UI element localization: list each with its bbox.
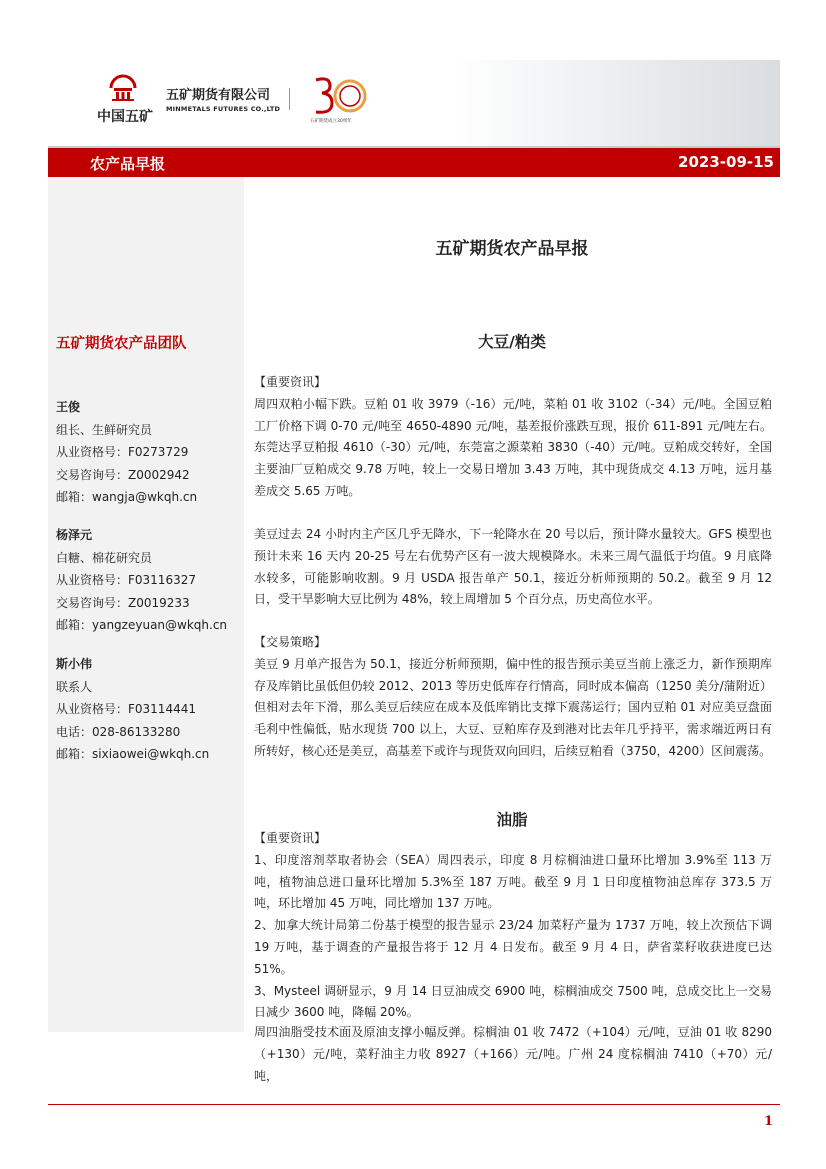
logo-separator	[289, 88, 290, 110]
oil-news-block	[254, 828, 772, 1024]
member-consult-no: 交易咨询号：Z0002942	[56, 467, 190, 482]
member-consult-no: 交易咨询号：Z0019233	[56, 595, 190, 610]
anniversary-30-logo	[308, 72, 368, 128]
oil-market-paragraph: 周四油脂受技术面及原油支撑小幅反弹。棕榈油 01 收 7472（+104）元/吨，豆油 01 收 8290（+130）元/吨，菜籽油主力收 8927（+166）元/吨。广州 24 度棕榈油 7410（+70）元/吨，	[254, 1025, 772, 1083]
section-heading-soy: 大豆/粕类	[478, 333, 546, 351]
oil-market-block	[254, 1022, 772, 1087]
news-label: 【重要资讯】	[254, 375, 327, 389]
member-email: 邮箱：sixiaowei@wkqh.cn	[56, 747, 210, 761]
member-name: 斯小伟	[56, 657, 93, 671]
member-role: 联系人	[56, 679, 93, 694]
oil-news-item-3: 3、Mysteel 调研显示，9 月 14 日豆油成交 6900 吨，棕榈油成交 7500 吨，总成交比上一交易日减少 3600 吨，降幅 20%。	[254, 983, 772, 1020]
member-role: 组长、生鲜研究员	[56, 422, 153, 437]
company-logo-text	[166, 84, 280, 113]
minmetals-emblem-icon	[108, 74, 138, 102]
page-number: 1	[764, 1114, 774, 1129]
member-license: 从业资格号：F0273729	[56, 445, 189, 459]
member-name: 杨泽元	[56, 528, 93, 542]
soy-news-paragraph-1: 周四双粕小幅下跌。豆粕 01 收 3979（-16）元/吨，菜粕 01 收 3102（-34）元/吨。全国豆粕工厂价格下调 0-70 元/吨至 4650-4890 元/吨，基差报价涨跌互现，报价 611-891 元/吨左右。东莞达孚豆粕报 4610（-30）元/吨，东莞富之源菜粕 3830（-40）元/吨。豆粕成交转好，全国主要油厂豆粕成交 9.78 万吨，较上一交易日增加 3.43 万吨，其中现货成交 4.13 万吨，远月基差成交 5.65 万吨。	[254, 396, 772, 498]
member-email: 邮箱：yangzeyuan@wkqh.cn	[56, 618, 228, 632]
news-label: 【重要资讯】	[254, 831, 327, 845]
section-heading-oil: 油脂	[496, 811, 528, 829]
report-main-title: 五矿期货农产品早报	[435, 239, 589, 259]
group-name: 中国五矿	[97, 109, 153, 125]
soy-strategy-block	[254, 632, 772, 763]
member-name: 王俊	[56, 400, 81, 414]
soy-weather-block	[254, 524, 772, 611]
company-name-en: MINMETALS FUTURES CO.,LTD	[166, 105, 281, 113]
soy-strategy-paragraph: 美豆 9 月单产报告为 50.1，接近分析师预期，偏中性的报告预示美豆当前上涨乏力，新作预期库存及库销比虽低但仍较 2012、2013 等历史低库存行情高，同时成本偏高（1250 美分/蒲附近）但相对去年下滑，那么美豆后续应在成本及低库销比支撑下震荡运行；国内豆粕 01 对应美豆盘面毛利中性偏低，贴水现货 700 以上，大豆、豆粕库存及到港对比去年几乎持平，需求端近两日有所转好，核心还是美豆，高基差下或许与现货双向回归，后续豆粕看（3750，4200）区间震荡。	[254, 656, 772, 758]
report-type-label: 农产品早报	[90, 155, 166, 173]
member-phone: 电话：028-86133280	[56, 724, 181, 739]
team-member-card	[56, 524, 227, 637]
oil-news-item-1: 1、印度溶剂萃取者协会（SEA）周四表示，印度 8 月棕榈油进口量环比增加 3.9%至 113 万吨，植物油总进口量环比增加 5.3%至 187 万吨。截至 9 月 1 日印度植物油总库存 373.5 万吨，环比增加 45 万吨，同比增加 137 万吨。	[254, 852, 772, 911]
member-license: 从业资格号：F03114441	[56, 702, 196, 716]
strategy-label: 【交易策略】	[254, 635, 327, 649]
soy-news-paragraph-2: 美豆过去 24 小时内主产区几乎无降水，下一轮降水在 20 号以后，预计降水量较大。GFS 模型也预计未来 16 天内 20-25 号左右优势产区有一波大规模降水。未来三周气温低于均值。9 月底降水较多，可能影响收割。9 月 USDA 报告单产 50.1，接近分析师预期的 50.2。截至 9 月 12 日，受干旱影响大豆比例为 48%，较上周增加 5 个百分点，历史高位水平。	[254, 527, 772, 607]
report-title-band	[48, 148, 780, 177]
report-date: 2023-09-15	[678, 153, 774, 171]
soy-news-block	[254, 372, 772, 503]
team-member-card	[56, 396, 197, 509]
china-minmetals-logo	[90, 74, 160, 130]
footer-divider	[48, 1104, 780, 1105]
member-email: 邮箱：wangja@wkqh.cn	[56, 490, 198, 504]
member-license: 从业资格号：F03116327	[56, 573, 196, 587]
member-role: 白糖、棉花研究员	[56, 550, 153, 565]
anniversary-caption: 五矿期货成立30周年	[310, 119, 352, 124]
team-title: 五矿期货农产品团队	[56, 336, 187, 352]
company-name-cn: 五矿期货有限公司	[166, 88, 271, 103]
anniversary-30-icon	[308, 72, 368, 118]
team-member-card	[56, 653, 209, 766]
oil-news-item-2: 2、加拿大统计局第二份基于模型的报告显示 23/24 加菜籽产量为 1737 万吨，较上次预估下调 19 万吨，基于调查的产量报告将于 12 月 4 日发布。截至 9 月 4 日，萨省菜籽收获进度已达 51%。	[254, 918, 772, 976]
